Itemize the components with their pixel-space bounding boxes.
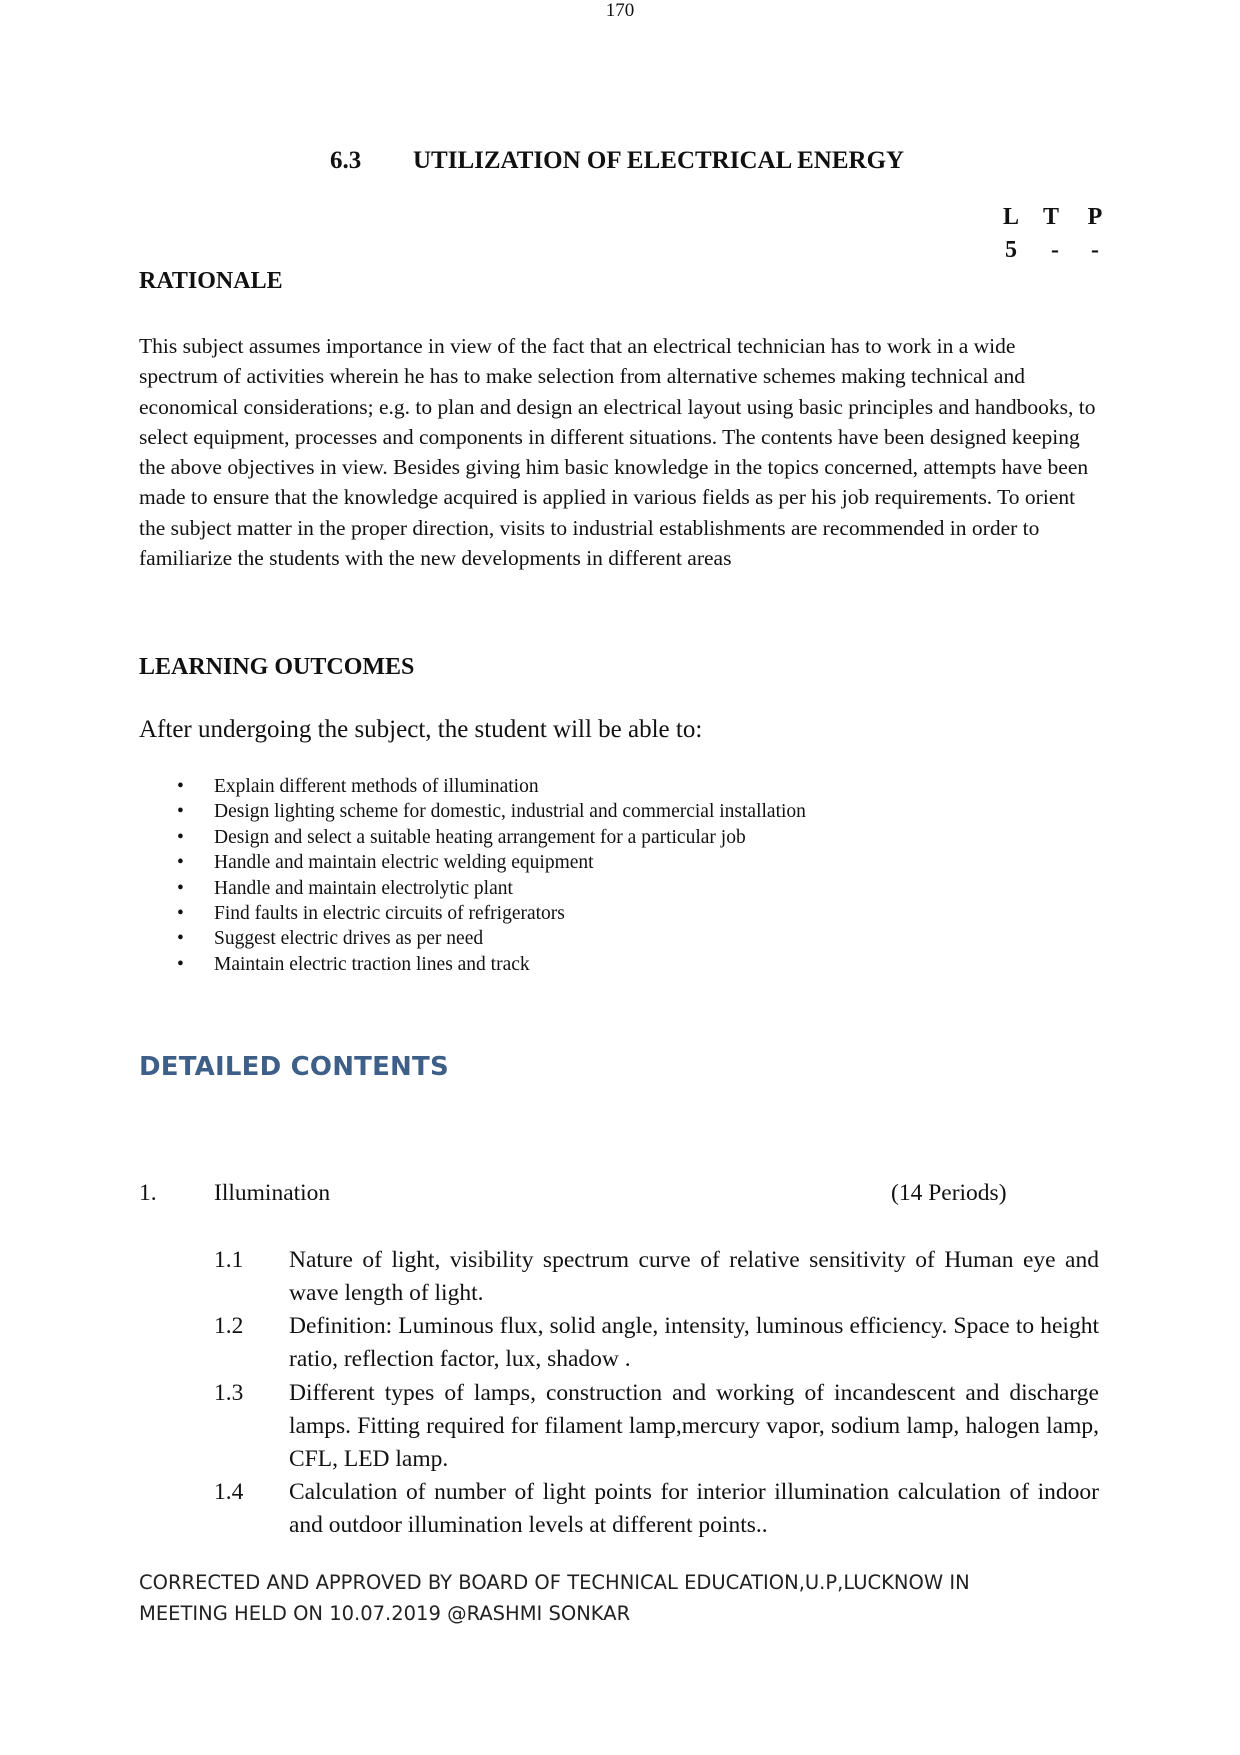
topic-number: 1.3 xyxy=(214,1380,244,1406)
ltp-value-t: - xyxy=(1051,237,1059,263)
ltp-value-p: - xyxy=(1091,237,1099,263)
list-item: • Handle and maintain electrolytic plant xyxy=(139,876,1039,901)
topic-number: 1.4 xyxy=(214,1479,244,1505)
topic-text: Calculation of number of light points for interior illumination calculation of indoor and outdoor illumination levels at different points.. xyxy=(289,1479,1099,1539)
footer-line-1: CORRECTED AND APPROVED BY BOARD OF TECHNICAL EDUCATION,U.P,LUCKNOW IN xyxy=(139,1571,970,1594)
list-item: • Design lighting scheme for domestic, industrial and commercial installation xyxy=(139,799,1039,824)
topic-number: 1.1 xyxy=(214,1247,244,1273)
ltp-value-l: 5 xyxy=(1005,237,1017,263)
learning-outcomes-intro: After undergoing the subject, the student will be able to: xyxy=(139,716,703,743)
bullet-icon: • xyxy=(177,903,184,925)
list-item: • Suggest electric drives as per need xyxy=(139,926,1039,951)
detailed-contents-heading: DETAILED CONTENTS xyxy=(139,1052,449,1082)
list-item: • Explain different methods of illumination xyxy=(139,774,1039,799)
subject-number: 6.3 xyxy=(330,147,362,174)
bullet-icon: • xyxy=(177,776,184,797)
unit-title: Illumination xyxy=(214,1180,331,1206)
bullet-icon: • xyxy=(177,801,184,823)
topic-item xyxy=(214,1377,1099,1477)
ltp-header-p: P xyxy=(1087,204,1103,230)
topic-text: Nature of light, visibility spectrum curve of relative sensitivity of Human eye and wave length of light. xyxy=(289,1247,1099,1307)
footer-note xyxy=(139,1567,1099,1629)
subject-title xyxy=(330,147,904,175)
subject-title-text: UTILIZATION OF ELECTRICAL ENERGY xyxy=(413,147,905,174)
rationale-paragraph: This subject assumes importance in view of the fact that an electrical technician has to work in a wide spectrum of activities wherein he has to make selection from alternative schemes making technical and economical considerations; e.g. to plan and design an electrical layout using basic principles and handbooks, to select equipment, processes and components in different situations. The contents have been designed keeping the above objectives in view. Besides giving him basic knowledge in the topics concerned, attempts have been made to ensure that the knowledge acquired is applied in various fields as per his job requirements. To orient the subject matter in the proper direction, visits to industrial establishments are recommended in order to familiarize the students with the new developments in different areas xyxy=(139,334,1096,571)
page-number: 170 xyxy=(605,0,635,21)
topic-text: Definition: Luminous flux, solid angle, intensity, luminous efficiency. Space to height ratio, reflection factor, lux, shadow . xyxy=(289,1313,1099,1373)
topic-item xyxy=(214,1476,1099,1542)
rationale-heading: RATIONALE xyxy=(139,268,283,294)
bullet-icon: • xyxy=(177,953,184,975)
topic-item xyxy=(214,1244,1099,1310)
unit-number: 1. xyxy=(139,1180,157,1206)
topic-item xyxy=(214,1310,1099,1376)
bullet-icon: • xyxy=(177,928,184,950)
bullet-icon: • xyxy=(177,877,184,899)
footer-line-2: MEETING HELD ON 10.07.2019 @RASHMI SONKAR xyxy=(139,1602,631,1625)
bullet-icon: • xyxy=(177,852,184,874)
list-item: • Design and select a suitable heating arrangement for a particular job xyxy=(139,825,1039,850)
learning-outcomes-list xyxy=(139,774,1039,977)
ltp-header-l: L xyxy=(1002,204,1019,230)
bullet-icon: • xyxy=(177,826,184,848)
learning-outcomes-heading: LEARNING OUTCOMES xyxy=(139,654,415,680)
unit-periods: (14 Periods) xyxy=(891,1180,1007,1206)
list-item: • Find faults in electric circuits of refrigerators xyxy=(139,901,1039,926)
list-item: • Maintain electric traction lines and track xyxy=(139,952,1039,977)
ltp-header-t: T xyxy=(1042,204,1059,230)
topic-text: Different types of lamps, construction and working of incandescent and discharge lamps. Fitting required for filament lamp,mercury vapor, sodium lamp, halogen lamp, CFL, LED lamp. xyxy=(289,1380,1099,1473)
topic-number: 1.2 xyxy=(214,1313,244,1339)
list-item: • Handle and maintain electric welding equipment xyxy=(139,850,1039,875)
